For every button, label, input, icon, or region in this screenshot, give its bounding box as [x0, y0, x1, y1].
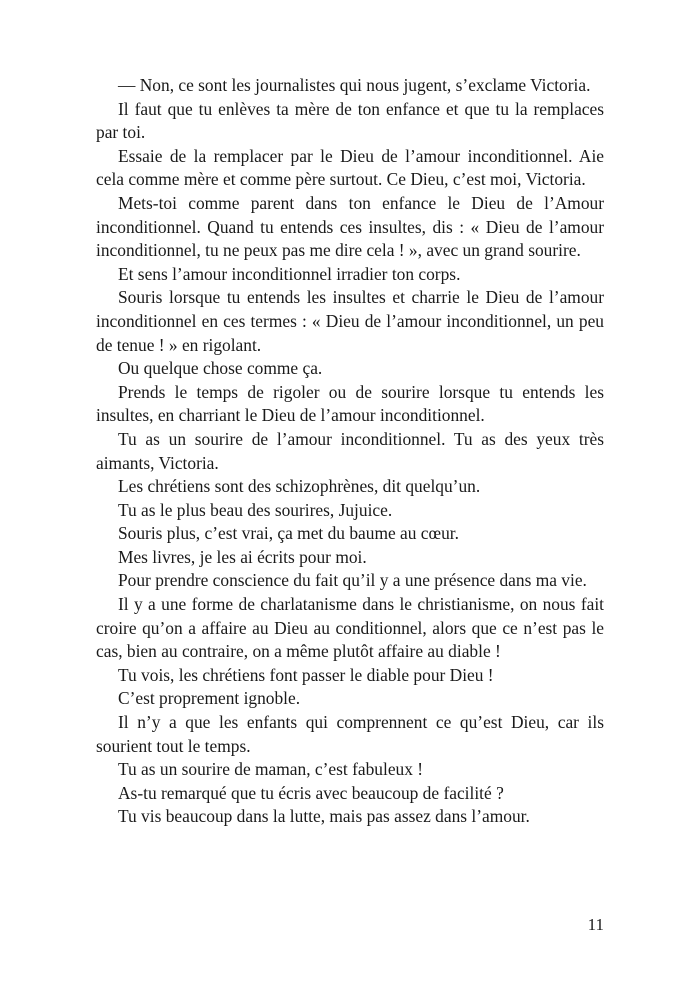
paragraph: Mets-toi comme parent dans ton enfance le Dieu de l’Amour inconditionnel. Quand tu entends ces insultes, dis : « Dieu de l’amour inconditionnel, tu ne peux pas me dire cela ! », avec un grand sourire. — [96, 192, 604, 261]
paragraph: Pour prendre conscience du fait qu’il y a une présence dans ma vie. — [118, 570, 587, 591]
paragraph: Il faut que tu enlèves ta mère de ton enfance et que tu la remplaces par toi. — [96, 98, 604, 143]
paragraph: Tu vois, les chrétiens font passer le diable pour Dieu ! — [118, 664, 494, 685]
page-number: 11 — [587, 915, 604, 934]
paragraph: Tu as un sourire de maman, c’est fabuleux ! — [118, 759, 424, 780]
paragraph: Il y a une forme de charlatanisme dans le christianisme, on nous fait croire qu’on a affaire au Dieu au conditionnel, alors que ce n’est pas le cas, bien au contraire, on a même plutôt affaire au diable ! — [96, 594, 604, 662]
paragraph: Et sens l’amour inconditionnel irradier ton corps. — [118, 263, 461, 284]
paragraph: Les chrétiens sont des schizophrènes, dit quelqu’un. — [118, 476, 481, 497]
paragraph: Il n’y a que les enfants qui comprennent ce qu’est Dieu, car ils sourient tout le temps. — [96, 712, 604, 756]
paragraph: Tu vis beaucoup dans la lutte, mais pas assez dans l’amour. — [118, 806, 530, 827]
paragraph: Prends le temps de rigoler ou de sourire lorsque tu entends les insultes, en charriant le Dieu de l’amour inconditionnel. — [96, 381, 604, 426]
paragraph: Tu as le plus beau des sourires, Jujuice. — [118, 499, 393, 520]
paragraph: Souris lorsque tu entends les insultes et charrie le Dieu de l’amour inconditionnel en ces termes : « Dieu de l’amour inconditionnel, un peu de tenue ! » en rigolant. — [96, 287, 604, 355]
paragraph: As-tu remarqué que tu écris avec beaucoup de facilité ? — [118, 782, 504, 803]
paragraph: — Non, ce sont les journalistes qui nous jugent, s’exclame Victoria. — [118, 75, 591, 95]
paragraph: Tu as un sourire de l’amour inconditionnel. Tu as des yeux très aimants, Victoria. — [96, 428, 604, 473]
page-body — [96, 74, 604, 829]
paragraph: C’est proprement ignoble. — [118, 688, 301, 709]
paragraph: Souris plus, c’est vrai, ça met du baume au cœur. — [118, 523, 459, 544]
paragraph: Essaie de la remplacer par le Dieu de l’amour inconditionnel. Aie cela comme mère et comme père surtout. Ce Dieu, c’est moi, Victoria. — [96, 145, 604, 190]
paragraph: Ou quelque chose comme ça. — [118, 358, 323, 379]
paragraph: Mes livres, je les ai écrits pour moi. — [118, 546, 367, 567]
